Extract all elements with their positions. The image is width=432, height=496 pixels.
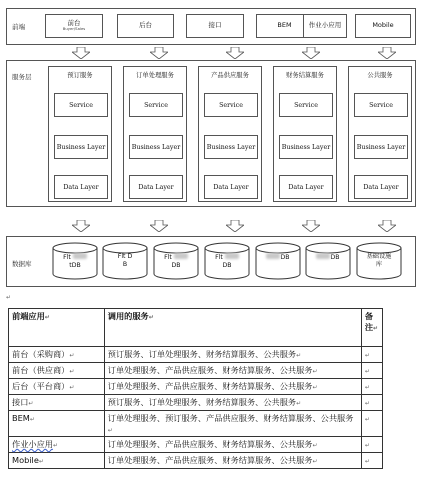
service-list: 预订服务、订单处理服务、财务结算服务、公共服务 [107,349,297,359]
database-label: tDB [69,262,81,270]
table-header-cell: 备注↵ [361,309,382,347]
table-cell-services: 预订服务、订单处理服务、财务结算服务、公共服务↵ [104,347,361,363]
database-cylinder [153,242,199,280]
table-cell-notes: ↵ [361,347,382,363]
service-title: 预订服务 [67,72,93,79]
table-header-cell: 前端应用↵ [9,309,105,347]
table-row [9,411,383,437]
service-list: 订单处理服务、预订服务、产品供应服务、财务结算服务、公共服务 [107,413,354,423]
service-layer-box: Service [129,93,183,117]
table-cell-app: BEM↵ [9,411,105,437]
data-layer-box: Data Layer [204,175,258,199]
service-layer-box: Service [204,93,258,117]
redacted-text [73,253,87,259]
down-arrow-icon [302,47,320,59]
down-arrow-icon [150,220,168,232]
business-layer-box: Business Layer [54,135,108,159]
down-arrow-icon [226,47,244,59]
table-row [9,453,383,469]
table-cell-notes: ↵ [361,395,382,411]
app-name: 后台（平台商） [12,381,70,391]
table-cell-services: 预订服务、订单处理服务、财务结算服务、公共服务↵ [104,395,361,411]
app-name: BEM [12,413,30,423]
database-label: DB [222,262,232,270]
service-title: 产品供应服务 [211,72,249,79]
table-cell-app: 后台（平台商）↵ [9,379,105,395]
data-layer-box: Data Layer [129,175,183,199]
service-layer-section-label: 服务层 [12,73,32,81]
database-label: Flt D [117,253,133,260]
database-label: 库 [375,261,383,269]
paragraph-mark: ↵ [6,294,12,301]
app-name: 前台（供应商） [12,365,70,375]
table-cell-app: 作业小应用↵ [9,437,105,453]
down-arrow-icon [226,220,244,232]
down-arrow-icon [72,47,90,59]
redacted-text [225,253,239,259]
table-cell-services: 订单处理服务、产品供应服务、财务结算服务、公共服务↵ [104,453,361,469]
table-cell-app: Mobile↵ [9,453,105,469]
service-layer-box: Service [54,93,108,117]
service-list: 订单处理服务、产品供应服务、财务结算服务、公共服务 [107,365,313,375]
table-header-row [9,309,383,347]
data-layer-box: Data Layer [279,175,333,199]
app-name: 前台（采购商） [12,349,70,359]
service-title: 财务结算服务 [286,72,324,79]
table-row [9,437,383,453]
database-label: B [122,261,128,269]
frontend-app-box [303,14,347,38]
table-cell-app: 接口↵ [9,395,105,411]
business-layer-box: Business Layer [129,135,183,159]
table-cell-notes: ↵ [361,437,382,453]
table-cell-notes: ↵ [361,411,382,437]
table-cell-notes: ↵ [361,379,382,395]
service-title: 公共服务 [367,72,393,79]
service-column [348,66,412,202]
service-column [273,66,337,202]
database-label: Flt [63,254,71,261]
redacted-text [174,253,188,259]
service-column [198,66,262,202]
table-cell-app: 前台（采购商）↵ [9,347,105,363]
frontend-app-label: 前台 [67,19,81,28]
header-frontend-app: 前端应用 [12,311,45,321]
table-row [9,379,383,395]
database-section-label: 数据库 [12,260,32,268]
app-name: 接口 [12,397,29,407]
down-arrow-icon [378,47,396,59]
frontend-app-box [186,14,244,38]
table-cell-services: 订单处理服务、产品供应服务、财务结算服务、公共服务↵ [104,437,361,453]
table-header-cell: 调用的服务↵ [104,309,361,347]
frontend-app-box [117,14,174,38]
data-layer-box: Data Layer [354,175,408,199]
database-cylinder [204,242,250,280]
header-called-services: 调用的服务 [107,311,149,321]
service-list: 预订服务、订单处理服务、财务结算服务、公共服务 [107,397,297,407]
frontend-app-label: 接口 [208,21,222,30]
frontend-app-box [45,14,103,38]
database-cylinder [102,242,148,280]
service-title: 订单处理服务 [136,72,174,79]
database-label: Flt [215,254,223,261]
down-arrow-icon [378,220,396,232]
service-mapping-table [8,308,383,469]
table-cell-services: 订单处理服务、预订服务、产品供应服务、财务结算服务、公共服务↵ [104,411,361,437]
database-cylinder [305,242,351,280]
database-label: Flt [164,254,172,261]
frontend-app-sublabel: Buyer/Sales [62,26,86,32]
table-cell-services: 订单处理服务、产品供应服务、财务结算服务、公共服务↵ [104,363,361,379]
service-list: 订单处理服务、产品供应服务、财务结算服务、公共服务 [107,381,313,391]
frontend-section-label: 前端 [12,23,25,31]
app-name: 作业小应用 [12,439,53,449]
database-label: DB [330,254,340,261]
frontend-app-label: 后台 [139,21,152,30]
table-cell-notes: ↵ [361,453,382,469]
frontend-app-label: Mobile [372,21,394,30]
database-label: 基础设施 [366,253,392,260]
database-label: DB [171,262,181,270]
business-layer-box: Business Layer [279,135,333,159]
database-cylinder [52,242,98,280]
frontend-app-label: 作业小应用 [308,21,342,30]
down-arrow-icon [72,220,90,232]
business-layer-box: Business Layer [354,135,408,159]
service-layer-box: Service [354,93,408,117]
table-cell-app: 前台（供应商）↵ [9,363,105,379]
redacted-text [266,253,280,259]
database-cylinder [356,242,402,280]
header-notes: 备注 [364,311,374,332]
frontend-app-label: BEM [277,21,292,30]
table-row [9,347,383,363]
table-cell-notes: ↵ [361,363,382,379]
service-list: 订单处理服务、产品供应服务、财务结算服务、公共服务 [107,439,313,449]
database-cylinder [255,242,301,280]
app-name: Mobile [12,455,39,465]
data-layer-box: Data Layer [54,175,108,199]
table-cell-services: 订单处理服务、产品供应服务、财务结算服务、公共服务↵ [104,379,361,395]
frontend-app-box [355,14,411,38]
down-arrow-icon [150,47,168,59]
redacted-text [316,253,330,259]
service-column [48,66,112,202]
business-layer-box: Business Layer [204,135,258,159]
service-list: 订单处理服务、产品供应服务、财务结算服务、公共服务 [107,455,313,465]
database-label: DB [280,254,290,261]
table-row [9,395,383,411]
table-row [9,363,383,379]
down-arrow-icon [302,220,320,232]
service-layer-box: Service [279,93,333,117]
service-column [123,66,187,202]
